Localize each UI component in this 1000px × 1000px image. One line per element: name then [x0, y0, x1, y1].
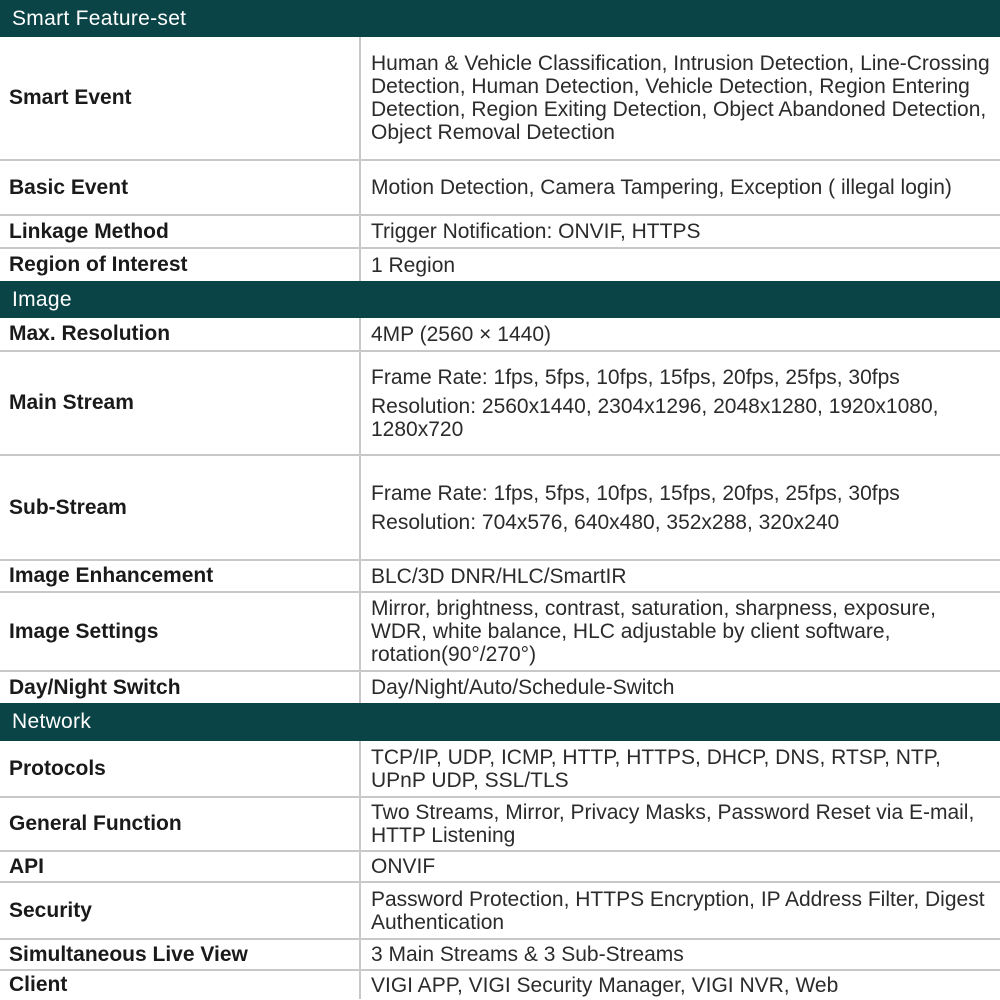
spec-value-text: Resolution: 2560x1440, 2304x1296, 2048x1280, 1920x1080, 1280x720 [371, 394, 939, 441]
spec-value-text: VIGI APP, VIGI Security Manager, VIGI NVR, Web [371, 973, 839, 997]
spec-value-text: BLC/3D DNR/HLC/SmartIR [371, 564, 627, 588]
spec-row-client [0, 971, 1000, 999]
spec-value-text: Password Protection, HTTPS Encryption, IP Address Filter, Digest Authentication [371, 887, 985, 934]
section-header-image: Image [0, 281, 1000, 318]
spec-row-basic-event [0, 161, 1000, 216]
spec-row-protocols [0, 741, 1000, 798]
spec-value [361, 161, 1000, 214]
spec-value-text: Frame Rate: 1fps, 5fps, 10fps, 15fps, 20fps, 25fps, 30fps [371, 481, 900, 505]
spec-row-image-settings [0, 593, 1000, 672]
spec-value [361, 883, 1000, 938]
spec-label: API [0, 852, 361, 881]
section-header-smart-feature-set: Smart Feature-set [0, 0, 1000, 37]
section-header-network: Network [0, 703, 1000, 741]
spec-value [361, 456, 1000, 559]
spec-value-text: Resolution: 704x576, 640x480, 352x288, 320x240 [371, 510, 840, 534]
spec-value [361, 216, 1000, 247]
spec-label: Day/Night Switch [0, 672, 361, 703]
spec-row-general-function [0, 798, 1000, 852]
spec-row-image-enhancement [0, 561, 1000, 593]
spec-value [361, 352, 1000, 454]
spec-row-linkage-method [0, 216, 1000, 249]
spec-row-security [0, 883, 1000, 940]
spec-row-api [0, 852, 1000, 883]
spec-row-max-resolution [0, 318, 1000, 352]
spec-label: Smart Event [0, 37, 361, 159]
spec-value-text: Human & Vehicle Classification, Intrusion Detection, Line-Crossing Detection, Human Detection, Vehicle Detection, Region Entering Detection, Region Exiting Detection, Object Abandoned Detection, Object Removal Detection [371, 52, 990, 144]
spec-value [361, 741, 1000, 796]
spec-value [361, 318, 1000, 350]
spec-row-simultaneous-live-view [0, 940, 1000, 971]
spec-label: Client [0, 971, 361, 999]
spec-value [361, 798, 1000, 850]
spec-label: Linkage Method [0, 216, 361, 247]
spec-value-text: Trigger Notification: ONVIF, HTTPS [371, 220, 701, 243]
spec-label: Basic Event [0, 161, 361, 214]
spec-label: Image Settings [0, 593, 361, 670]
spec-label: General Function [0, 798, 361, 850]
spec-label: Image Enhancement [0, 561, 361, 591]
spec-value [361, 940, 1000, 969]
spec-value [361, 593, 1000, 670]
spec-value-text: 1 Region [371, 253, 456, 277]
spec-value-text: Two Streams, Mirror, Privacy Masks, Password Reset via E-mail, HTTP Listening [371, 801, 975, 847]
spec-value-text: 4MP (2560 × 1440) [371, 322, 551, 346]
spec-label: Max. Resolution [0, 318, 361, 350]
spec-label: Security [0, 883, 361, 938]
spec-label: Protocols [0, 741, 361, 796]
spec-value-text: 3 Main Streams & 3 Sub-Streams [371, 943, 684, 966]
spec-value [361, 561, 1000, 591]
spec-row-day-night-switch [0, 672, 1000, 703]
spec-value [361, 37, 1000, 159]
spec-value [361, 852, 1000, 881]
spec-value-text: Mirror, brightness, contrast, saturation, sharpness, exposure, WDR, white balance, HLC adjustable by client software, rotation(90°/270°) [371, 597, 936, 666]
spec-label: Main Stream [0, 352, 361, 454]
spec-row-main-stream [0, 352, 1000, 456]
spec-value [361, 249, 1000, 281]
spec-label: Sub-Stream [0, 456, 361, 559]
spec-row-sub-stream [0, 456, 1000, 561]
spec-value [361, 971, 1000, 999]
spec-value-text: TCP/IP, UDP, ICMP, HTTP, HTTPS, DHCP, DNS, RTSP, NTP, UPnP UDP, SSL/TLS [371, 745, 941, 792]
spec-value-text: Motion Detection, Camera Tampering, Exception ( illegal login) [371, 176, 952, 199]
spec-label: Region of Interest [0, 249, 361, 281]
spec-value [361, 672, 1000, 703]
spec-row-smart-event [0, 37, 1000, 161]
spec-value-text: Day/Night/Auto/Schedule-Switch [371, 676, 675, 699]
spec-value-text: Frame Rate: 1fps, 5fps, 10fps, 15fps, 20fps, 25fps, 30fps [371, 365, 900, 389]
spec-value-text: ONVIF [371, 855, 436, 878]
spec-row-region-of-interest [0, 249, 1000, 281]
spec-label: Simultaneous Live View [0, 940, 361, 969]
